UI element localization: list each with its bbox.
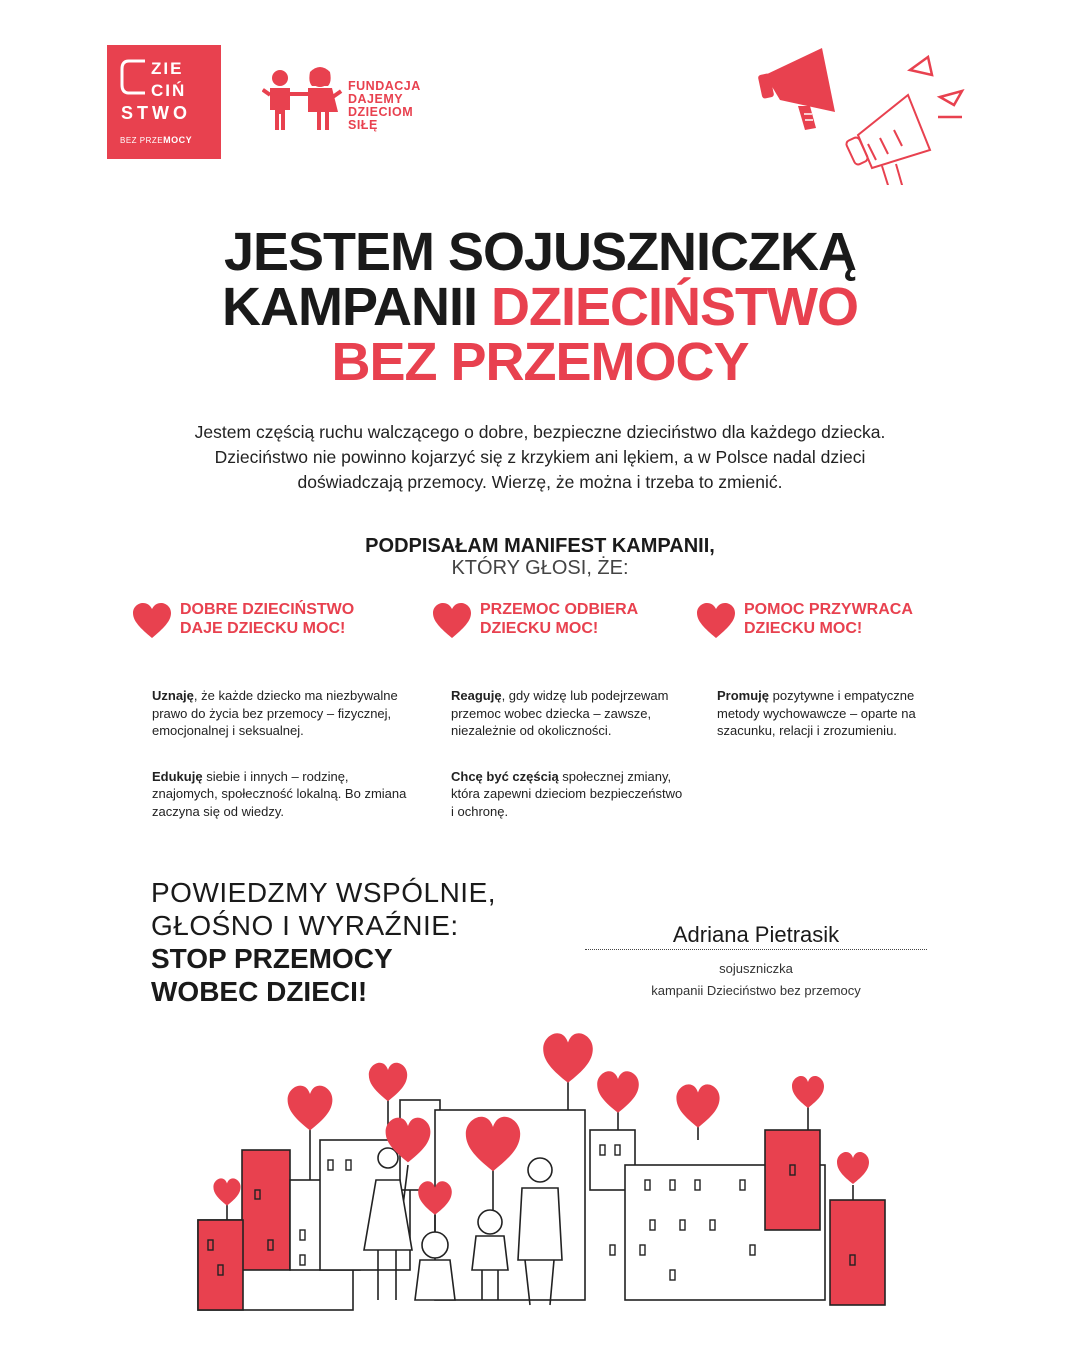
commitment-item: Chcę być częścią społecznej zmiany, która zapewni dzieciom bezpieczeństwo i ochronę. xyxy=(451,768,683,819)
commitment-item: Reaguję, gdy widzę lub podejrzewam przemoc wobec dziecka – zawsze, niezależnie od okoliczności. xyxy=(451,688,669,738)
statement-line: POWIEDZMY WSPÓLNIE, xyxy=(151,877,497,908)
pillar-title: POMOC PRZYWRACA xyxy=(744,601,913,618)
campaign-logo xyxy=(107,45,221,159)
foundation-line: SIŁĘ xyxy=(348,118,378,132)
manifest-title: PODPISAŁAM MANIFEST KAMPANII, xyxy=(365,535,715,557)
pillar-title: DOBRE DZIECIŃSTWO xyxy=(180,601,355,618)
commitments-column-1 xyxy=(152,687,412,842)
logo-subtitle: BEZ PRZEMOCY xyxy=(120,135,193,145)
manifest-heading xyxy=(0,535,1080,579)
logo-line-3: STWO xyxy=(121,103,191,123)
commitments-column-2 xyxy=(451,687,686,842)
signatory-name: Adriana Pietrasik xyxy=(672,922,840,947)
city-hearts-illustration xyxy=(150,1030,910,1320)
foundation-line: DAJEMY xyxy=(348,92,404,106)
closing-statement xyxy=(151,876,496,1008)
pillar-title: DZIECKU MOC! xyxy=(744,620,863,637)
manifest-subtitle: KTÓRY GŁOSI, ŻE: xyxy=(451,557,629,579)
statement-line: STOP PRZEMOCY xyxy=(151,943,393,974)
commitment-item: Uznaję, że każde dziecko ma niezbywalne prawo do życia bez przemocy – fizycznej, emocjonalnej i seksualnej. xyxy=(152,688,398,738)
children-holding-hands-icon xyxy=(262,66,346,146)
intro-line: doświadczają przemocy. Wierzę, że można i trzeba to zmienić. xyxy=(297,472,783,492)
heart-icon xyxy=(432,602,472,640)
role-line: kampanii Dzieciństwo bez przemocy xyxy=(651,983,861,998)
pillar-title: DZIECKU MOC! xyxy=(480,620,599,637)
heart-icon xyxy=(132,602,172,640)
title-line-2: KAMPANII DZIECIŃSTWO xyxy=(222,277,858,337)
pillar-title: DAJE DZIECKU MOC! xyxy=(180,620,346,637)
signature-line xyxy=(585,949,927,950)
commitment-item: Edukuję siebie i innych – rodzinę, znajomych, społeczność lokalną. Bo zmiana zaczyna się od wiedzy. xyxy=(152,768,407,819)
logo-line-2: CIŃ xyxy=(151,81,187,100)
role-line: sojuszniczka xyxy=(719,961,793,976)
pillar-title: PRZEMOC ODBIERA xyxy=(480,601,639,618)
statement-line: WOBEC DZIECI! xyxy=(151,976,368,1007)
page-title xyxy=(0,222,1080,392)
intro-line: Dzieciństwo nie powinno kojarzyć się z krzykiem ani lękiem, a w Polsce nadal dzieci xyxy=(214,447,866,467)
logo-line-1: ZIE xyxy=(151,59,184,78)
commitments-column-3 xyxy=(717,687,937,762)
foundation-line: DZIECIOM xyxy=(348,105,414,119)
foundation-logo xyxy=(262,66,442,146)
intro-line: Jestem częścią ruchu walczącego o dobre, bezpieczne dzieciństwo dla każdego dziecka. xyxy=(194,422,886,442)
commitment-item: Promuję pozytywne i empatyczne metody wychowawcze – oparte na szacunku, relacji i zrozumieniu. xyxy=(717,688,916,738)
megaphone-icon xyxy=(740,35,980,185)
statement-line: GŁOŚNO I WYRAŹNIE: xyxy=(151,910,459,941)
foundation-line: FUNDACJA xyxy=(348,79,421,93)
heart-icon xyxy=(696,602,736,640)
intro-paragraph xyxy=(120,420,960,495)
signatory-role xyxy=(585,958,927,1002)
title-line-1: JESTEM SOJUSZNICZKĄ xyxy=(223,222,857,282)
title-line-3: BEZ PRZEMOCY xyxy=(331,332,749,392)
